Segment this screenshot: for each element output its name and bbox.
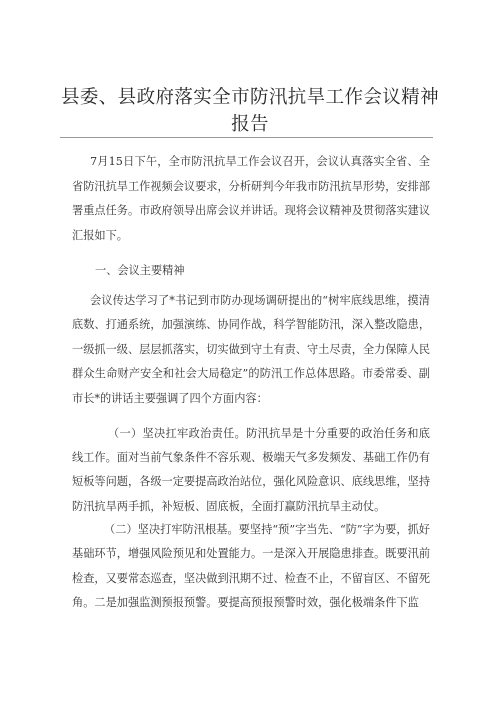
section-heading-main-spirit: 一、会议主要精神 [95, 264, 185, 277]
point-two-paragraph: （二）坚决打牢防汛根基。要坚持“预”字当先、“防”字为要，抓好基础环节，增强风险预见和处置能力。一是深入开展隐患排查。既要汛前检查，又要常态巡查，坚决做到汛期不过、检查不止，不留盲区、不留死角。二是加强监测预报预警。要提高预报预警时效，强化极端条件下监 [72, 523, 431, 610]
document-title: 县委、县政府落实全市防汛抗旱工作会议精神报告 [60, 87, 439, 135]
intro-paragraph: 7月15日下午，全市防汛抗旱工作会议召开，会议认真落实全省、全省防汛抗旱工作视频会议要求，分析研判今年我市防汛抗旱形势，安排部署重点任务。市政府领导出席会议并讲话。现将会议精神及贯彻落实建议汇报如下。 [72, 155, 431, 242]
point-one-paragraph: （一）坚决扛牢政治责任。防汛抗旱是十分重要的政治任务和底线工作。面对当前气象条件不容乐观、极端天气多发频发、基础工作仍有短板等问题，各级一定要提高政治站位，强化风险意识、底线思维，坚持防汛抗旱两手抓，补短板、固底板，全面打赢防汛抗旱主动仗。 [72, 427, 431, 513]
section-body-paragraph: 会议传达学习了*书记到市防办现场调研提出的“树牢底线思维，摸清底数、打通系统，加强演练、协同作战，科学智能防汛，深入整改隐患，一级抓一级、层层抓落实，切实做到守土有责、守土尽责，全力保障人民群众生命财产安全和社会大局稳定”的防汛工作总体思路。市委常委、副市长*的讲话主要强调了四个方面内容： [72, 294, 431, 405]
title-divider [60, 137, 433, 138]
